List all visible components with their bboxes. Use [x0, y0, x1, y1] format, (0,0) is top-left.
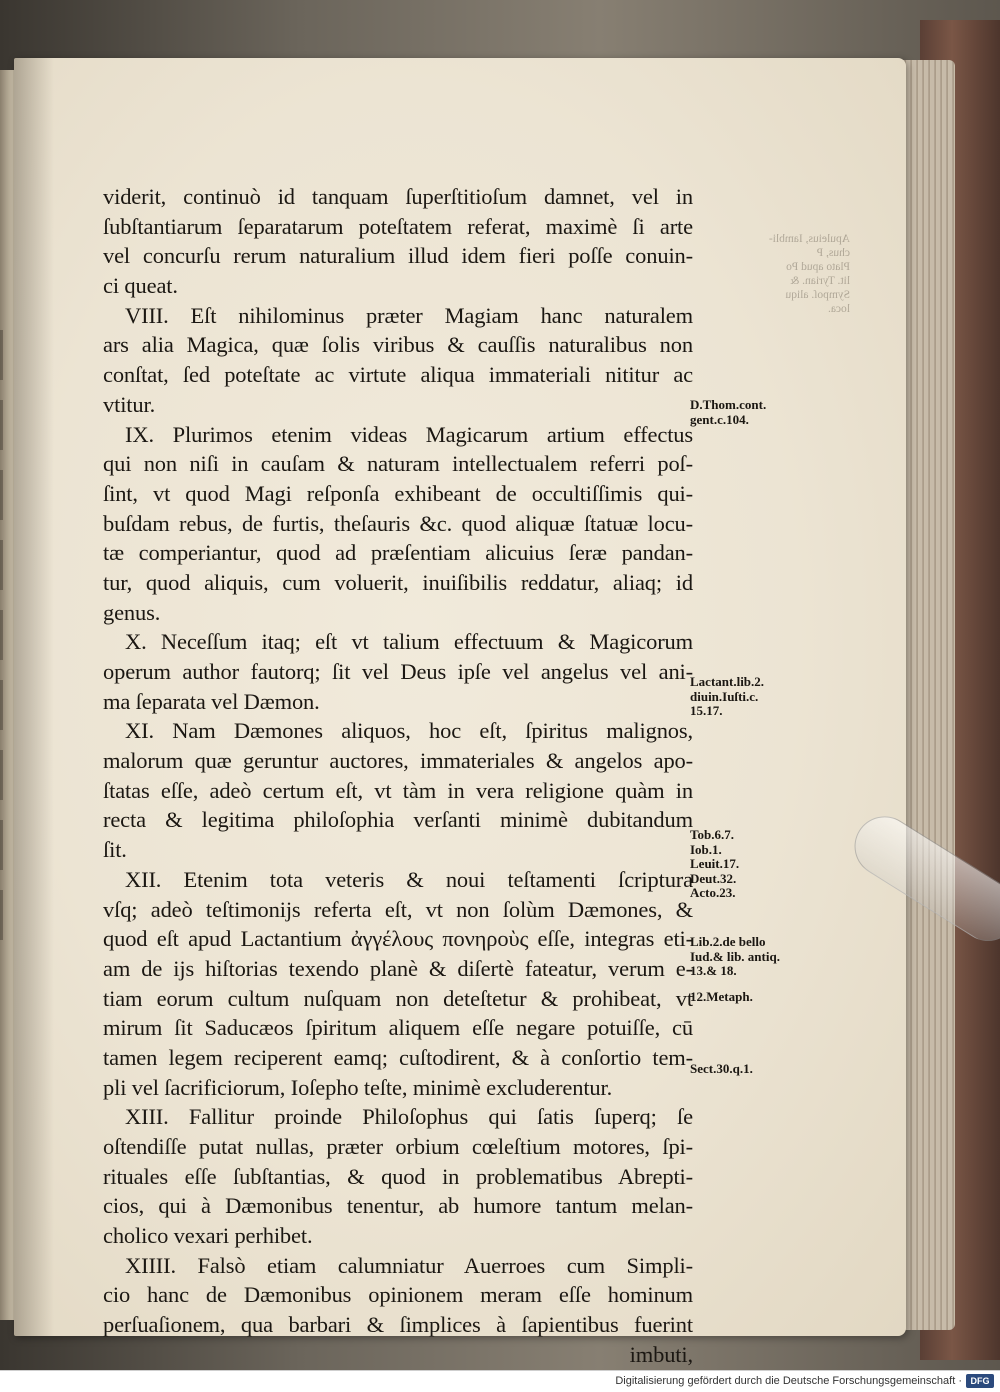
margin-note-line: Iob.1.: [690, 841, 722, 857]
margin-note-metaphysics: [690, 990, 815, 1005]
text-line: genus.: [103, 599, 161, 625]
margin-note-problemata: [690, 1062, 815, 1077]
margin-note-line: gent.c.104.: [690, 411, 749, 427]
margin-note-line: D.Thom.cont.: [690, 397, 767, 412]
margin-note-scripture-refs: [690, 828, 815, 901]
text-line: ſint, vt quod Magi reſponſa exhibeant de occultiſſimis qui-: [103, 480, 693, 506]
text-line: operum author fautorq; ſit vel Deus ipſe vel angelus vel ani-: [103, 659, 693, 684]
margin-note-josephus: [690, 935, 815, 979]
text-line: vſq; adeò teſtimonijs referta eſt, vt non ſolùm Dæmones, &: [103, 896, 693, 922]
text-line: ſit.: [103, 837, 127, 863]
margin-note-thomas: [690, 398, 815, 427]
section-heading-line: XI. Nam Dæmones aliquos, hoc eſt, ſpiritus malignos,: [125, 718, 693, 744]
text-line: tæ comperiantur, quod ad præſentiam alicuius ſeræ pandan-: [103, 540, 693, 566]
catchword: imbuti,: [629, 1341, 693, 1367]
text-line: mirum ſit Saducæos ſpiritum aliquem eſſe negare potuiſſe, cū: [103, 1015, 693, 1041]
section-heading-line: XII. Etenim tota veteris & noui teſtamenti ſcriptura: [125, 866, 693, 892]
bleed-line: Plato apud Po: [786, 261, 850, 273]
section-heading-line: X. Neceſſum itaq; eſt vt talium effectuum & Magicorum: [125, 629, 693, 655]
gutter-shadow: [14, 58, 54, 1336]
text-line: am de ijs hiſtorias texendo planè & diſertè fateatur, verum e-: [103, 955, 693, 981]
margin-note-line: diuin.Iuſti.c.: [690, 688, 759, 704]
text-line: pli vel ſacrificiorum, Ioſepho teſte, minimè excluderentur.: [103, 1074, 613, 1100]
text-line: vtitur.: [103, 391, 156, 417]
funding-notice: Digitalisierung gefördert durch die Deutsche Forschungsgemeinschaft ·: [615, 1375, 962, 1387]
margin-note-line: 12.Metaph.: [690, 989, 753, 1004]
margin-note-lactantius: [690, 675, 815, 719]
page-body-text: [103, 182, 693, 1370]
text-line: qui non niſi in cauſam & naturam intellectualem referri poſ-: [103, 451, 693, 477]
text-line: ars alia Magica, quæ ſolis viribus & cauſſis naturalibus non: [103, 332, 693, 358]
text-line: rituales eſſe ſubſtantias, & quod in problematibus Abrepti-: [103, 1163, 693, 1189]
bleed-line: lit. Tyrian. &: [790, 275, 850, 287]
bleed-line: loca.: [827, 303, 850, 315]
text-line: oſtendiſſe putat nullas, præter orbium cœleſtium motores, ſpi-: [103, 1134, 693, 1159]
section-heading-line: IX. Plurimos etenim videas Magicarum artium effectus: [125, 421, 693, 447]
margin-note-line: Leuit.17.: [690, 856, 740, 871]
bleed-line: chus, P: [816, 247, 850, 259]
text-line: ſubſtantiarum ſeparatarum poteſtatem referat, maximè ſi arte: [103, 213, 693, 239]
bleed-line: Apuleius, Iambli-: [768, 233, 850, 245]
margin-note-line: Deut.32.: [690, 870, 737, 886]
text-line: vel concurſu rerum naturalium illud idem fieri poſſe conuin-: [103, 243, 693, 269]
text-line: tiam eorum cultum nuſquam non deteſtetur & prohibeat, vt: [103, 985, 693, 1011]
text-line: cios, qui à Dæmonibus tenentur, ab humore tantum melan-: [103, 1193, 693, 1219]
margin-note-line: 15.17.: [690, 703, 723, 718]
text-line: perſuaſionem, qua barbari & ſimplices à ſapientibus fuerint: [103, 1312, 693, 1338]
text-line: conſtat, ſed poteſtate ac virtute aliqua immateriali nititur ac: [103, 362, 693, 388]
margin-note-line: Tob.6.7.: [690, 827, 734, 842]
dfg-logo: DFG: [966, 1374, 994, 1388]
text-line: quod eſt apud Lactantium ἀγγέλους πονηροὺς eſſe, integras eti-: [103, 926, 693, 952]
text-line: malorum quæ geruntur auctores, immateriales & angelos apo-: [103, 748, 693, 774]
text-line: cholico vexari perhibet.: [103, 1223, 313, 1249]
footer-bar: [0, 1370, 1000, 1392]
margin-note-line: Sect.30.q.1.: [690, 1061, 753, 1076]
text-line: tur, quod aliquis, cum voluerit, inuiſibilis reddatur, aliaq; id: [103, 569, 693, 595]
text-line: cio hanc de Dæmonibus opinionem meram eſſe hominum: [103, 1282, 693, 1308]
margin-note-line: Acto.23.: [690, 885, 736, 900]
margin-note-line: Lactant.lib.2.: [690, 674, 765, 689]
text-line: viderit, continuò id tanquam ſuperſtitioſum damnet, vel in: [103, 184, 693, 209]
text-line: ma ſeparata vel Dæmon.: [103, 688, 320, 714]
margin-note-line: 13.& 18.: [690, 963, 737, 978]
section-heading-line: XIIII. Falsò etiam calumniatur Auerroes cum Simpli-: [125, 1252, 693, 1278]
bleed-line: Sympoſ. aliqu: [785, 289, 850, 301]
text-line: ſtatas eſſe, adeò certum eſt, vt tàm in vera religione quàm in: [103, 777, 693, 803]
bleed-through-text: [700, 232, 850, 316]
text-line: buſdam rebus, de furtis, theſauris &c. quod aliquæ ſtatuæ locu-: [103, 510, 693, 536]
section-heading-line: XIII. Fallitur proinde Philoſophus qui ſatis ſuperq; ſe: [125, 1104, 693, 1130]
text-line: recta & legitima philoſophia verſanti minimè dubitandum: [103, 807, 693, 833]
margin-note-line: Lib.2.de bello: [690, 934, 766, 949]
text-line: ci queat.: [103, 273, 178, 299]
section-heading-line: VIII. Eſt nihilominus præter Magiam hanc naturalem: [125, 302, 693, 328]
margin-note-line: Iud.& lib. antiq.: [690, 948, 780, 964]
text-line: tamen legem reciperent eamq; cuſtodirent, & à conſortio tem-: [103, 1044, 693, 1070]
